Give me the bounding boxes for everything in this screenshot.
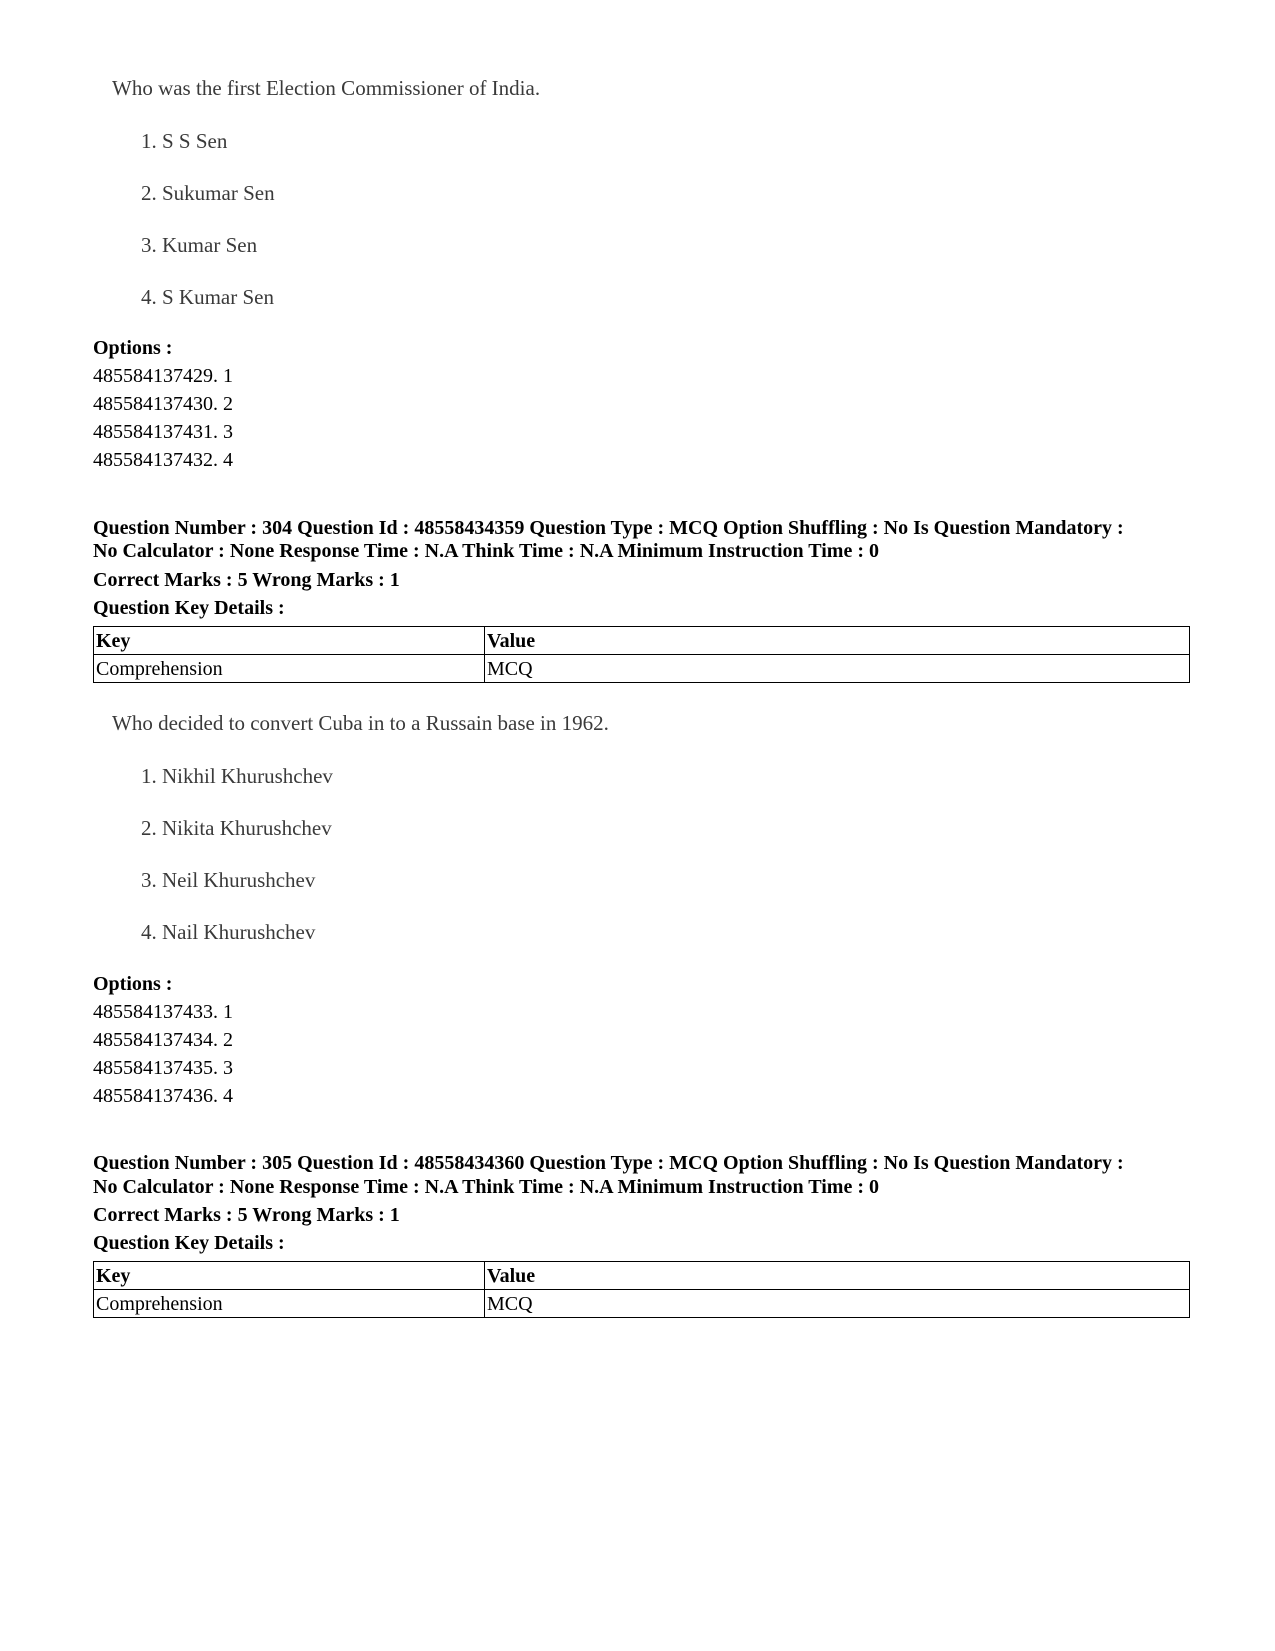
table-header-cell: Value (485, 1262, 1190, 1290)
key-details-label: Question Key Details : (93, 597, 285, 619)
table-header-row (94, 627, 1190, 655)
table-cell: MCQ (485, 1290, 1190, 1318)
question-meta: Question Number : 304 Question Id : 48558434359 Question Type : MCQ Option Shuffling : No Is Question Mandatory : (93, 517, 1124, 539)
question-meta: Question Number : 305 Question Id : 48558434360 Question Type : MCQ Option Shuffling : No Is Question Mandatory : (93, 1152, 1124, 1174)
option-id: 485584137435. 3 (93, 1057, 233, 1079)
option-id: 485584137429. 1 (93, 365, 233, 387)
table-header-cell: Key (94, 627, 485, 655)
question-text: Who was the first Election Commissioner of India. (112, 76, 541, 100)
table-cell: Comprehension (94, 1290, 485, 1318)
question-meta: No Calculator : None Response Time : N.A Think Time : N.A Minimum Instruction Time : 0 (93, 1176, 879, 1198)
answer-choice: 1. S S Sen (141, 129, 228, 153)
key-details-table (93, 1261, 1190, 1318)
table-row (94, 655, 1190, 683)
option-id: 485584137432. 4 (93, 449, 233, 471)
answer-choice: 4. Nail Khurushchev (141, 920, 316, 944)
table-cell: Comprehension (94, 655, 485, 683)
question-meta: No Calculator : None Response Time : N.A Think Time : N.A Minimum Instruction Time : 0 (93, 540, 879, 562)
table-header-cell: Value (485, 627, 1190, 655)
table-header-row (94, 1262, 1190, 1290)
key-details-label: Question Key Details : (93, 1232, 285, 1254)
key-details-table (93, 626, 1190, 683)
answer-choice: 1. Nikhil Khurushchev (141, 764, 333, 788)
option-id: 485584137434. 2 (93, 1029, 233, 1051)
option-id: 485584137436. 4 (93, 1085, 233, 1107)
question-text: Who decided to convert Cuba in to a Russain base in 1962. (112, 711, 609, 735)
answer-choice: 2. Nikita Khurushchev (141, 816, 332, 840)
options-label: Options : (93, 337, 173, 359)
answer-choice: 2. Sukumar Sen (141, 181, 275, 205)
answer-choice: 3. Neil Khurushchev (141, 868, 316, 892)
question-marks: Correct Marks : 5 Wrong Marks : 1 (93, 1204, 400, 1226)
answer-choice: 3. Kumar Sen (141, 233, 258, 257)
table-header-cell: Key (94, 1262, 485, 1290)
question-marks: Correct Marks : 5 Wrong Marks : 1 (93, 569, 400, 591)
table-row (94, 1290, 1190, 1318)
answer-choice: 4. S Kumar Sen (141, 285, 274, 309)
option-id: 485584137431. 3 (93, 421, 233, 443)
option-id: 485584137430. 2 (93, 393, 233, 415)
option-id: 485584137433. 1 (93, 1001, 233, 1023)
options-label: Options : (93, 973, 173, 995)
table-cell: MCQ (485, 655, 1190, 683)
